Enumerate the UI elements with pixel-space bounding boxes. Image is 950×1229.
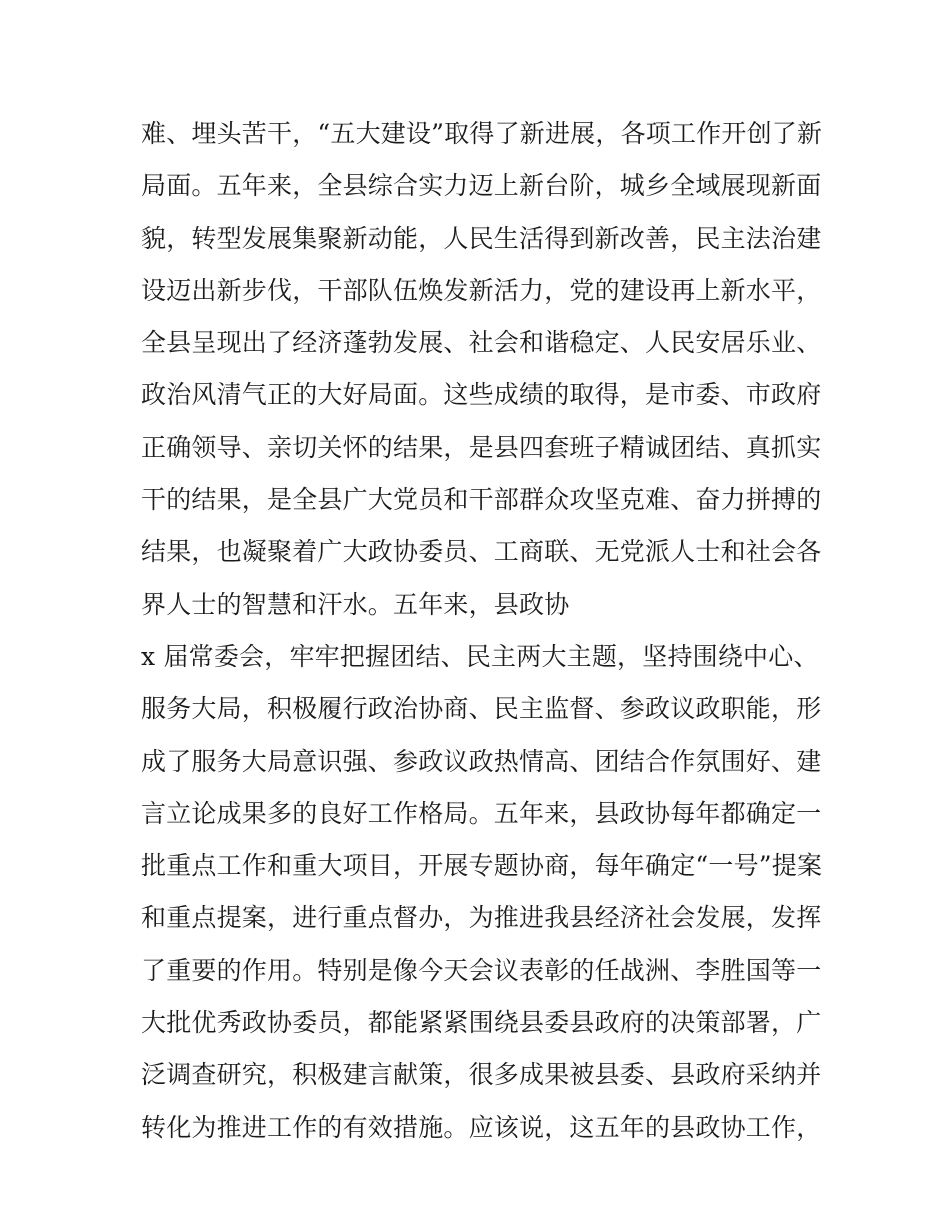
text-line: 局面。五年来，全县综合实力迈上新台阶，城乡全域展现新面	[141, 171, 822, 201]
text-line: 全县呈现出了经济蓬勃发展、社会和谐稳定、人民安居乐业、	[141, 328, 822, 358]
text-line: 界人士的智慧和汗水。五年来，县政协	[141, 589, 570, 619]
text-line: 和重点提案，进行重点督办，为推进我县经济社会发展，发挥	[141, 903, 822, 933]
text-line: 成了服务大局意识强、参政议政热情高、团结合作氛围好、建	[141, 746, 822, 776]
text-line: 政治风清气正的大好局面。这些成绩的取得，是市委、市政府	[141, 380, 822, 410]
text-line: 言立论成果多的良好工作格局。五年来，县政协每年都确定一	[141, 798, 822, 828]
text-line: 干的结果，是全县广大党员和干部群众攻坚克难、奋力拼搏的	[141, 485, 822, 515]
text-line: x 届常委会，牢牢把握团结、民主两大主题，坚持围绕中心、	[141, 641, 819, 671]
body-text	[141, 108, 831, 1154]
text-line: 结果，也凝聚着广大政协委员、工商联、无党派人士和社会各	[141, 537, 822, 567]
text-line: 批重点工作和重大项目，开展专题协商，每年确定“一号”提案	[141, 851, 823, 881]
text-line: 难、埋头苦干，“五大建设”取得了新进展，各项工作开创了新	[141, 119, 823, 148]
text-line: 服务大局，积极履行政治协商、民主监督、参政议政职能，形	[141, 694, 822, 724]
text-line: 正确领导、亲切关怀的结果，是县四套班子精诚团结、真抓实	[141, 432, 822, 462]
text-line: 泛调查研究，积极建言献策，很多成果被县委、县政府采纳并	[141, 1060, 822, 1090]
text-line: 了重要的作用。特别是像今天会议表彰的任战洲、李胜国等一	[141, 955, 822, 985]
text-line: 貌，转型发展集聚新动能，人民生活得到新改善，民主法治建	[141, 223, 822, 253]
text-line: 大批优秀政协委员，都能紧紧围绕县委县政府的决策部署，广	[141, 1008, 822, 1038]
text-line: 设迈出新步伐，干部队伍焕发新活力，党的建设再上新水平，	[141, 275, 822, 305]
text-line: 转化为推进工作的有效措施。应该说，这五年的县政协工作，	[141, 1112, 822, 1142]
